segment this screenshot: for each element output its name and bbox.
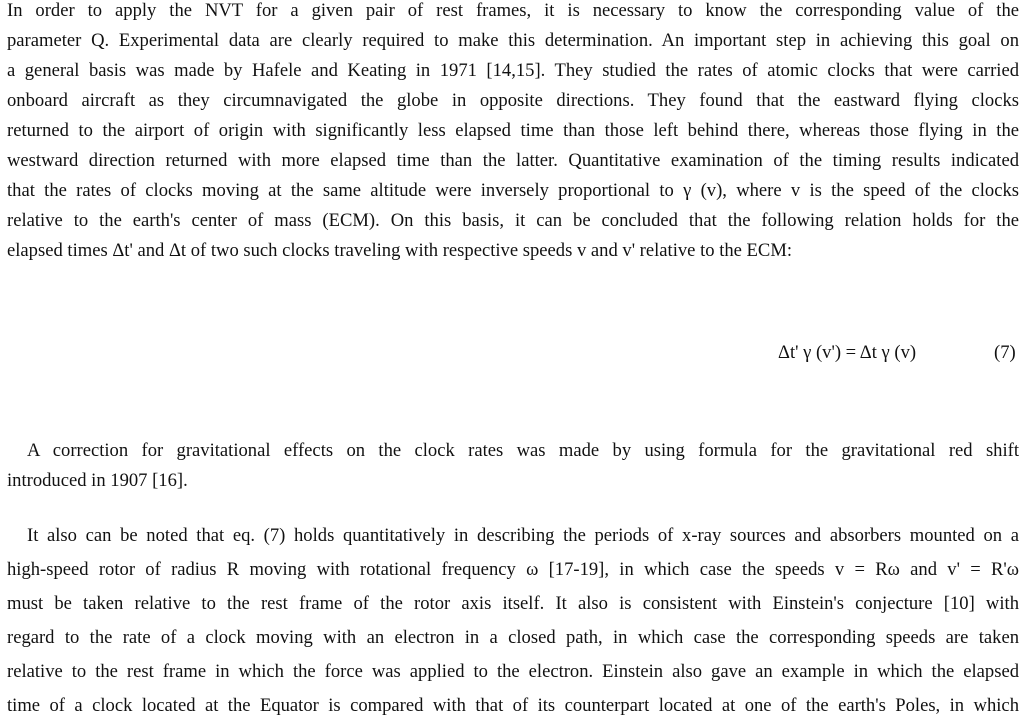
- text-line: relative to the rest frame in which the force was applied to the electron. Einstein also gave an example in which the elapsed: [7, 661, 1019, 682]
- text-line: In order to apply the NVT for a given pair of rest frames, it is necessary to know the corresponding value of the: [7, 0, 1019, 21]
- text-line: parameter Q. Experimental data are clearly required to make this determination. An important step in achieving this goal on: [7, 30, 1019, 51]
- text-line: returned to the airport of origin with significantly less elapsed time than those left behind there, whereas those flying in the: [7, 120, 1019, 141]
- text-line: relative to the earth's center of mass (ECM). On this basis, it can be concluded that the following relation holds for the: [7, 210, 1019, 231]
- text-line: elapsed times Δt' and Δt of two such clocks traveling with respective speeds v and v' relative to the ECM:: [7, 240, 793, 261]
- text-line: onboard aircraft as they circumnavigated the globe in opposite directions. They found that the eastward flying clocks: [7, 90, 1019, 111]
- text-line: introduced in 1907 [16].: [7, 470, 188, 491]
- text-line: A correction for gravitational effects on the clock rates was made by using formula for the gravitational red shift: [27, 440, 1019, 461]
- text-line: It also can be noted that eq. (7) holds quantitatively in describing the periods of x-ray sources and absorbers mounted on a: [27, 525, 1019, 546]
- equation-number: (7): [994, 342, 1016, 363]
- text-line: regard to the rate of a clock moving with an electron in a closed path, in which case the corresponding speeds are taken: [7, 627, 1019, 648]
- text-line: westward direction returned with more elapsed time than the latter. Quantitative examination of the timing results indicated: [7, 150, 1019, 171]
- text-line: that the rates of clocks moving at the same altitude were inversely proportional to γ (v), where v is the speed of the clocks: [7, 180, 1019, 201]
- text-line: must be taken relative to the rest frame of the rotor axis itself. It also is consistent with Einstein's conjecture [10] with: [7, 593, 1019, 614]
- paragraph-hafele-keating: [7, 0, 1019, 266]
- text-line: a general basis was made by Hafele and Keating in 1971 [14,15]. They studied the rates of atomic clocks that were carried: [7, 60, 1019, 81]
- text-line: time of a clock located at the Equator is compared with that of its counterpart located at one of the earth's Poles, in which: [7, 695, 1019, 716]
- paragraph-rotor-experiments: [7, 519, 1019, 723]
- text-line: high-speed rotor of radius R moving with rotational frequency ω [17-19], in which case the speeds v = Rω and v' = R'ω: [7, 559, 1019, 580]
- equation-body: Δt' γ (v') = Δt γ (v): [778, 342, 917, 363]
- paragraph-gravitational-correction: [7, 436, 1019, 496]
